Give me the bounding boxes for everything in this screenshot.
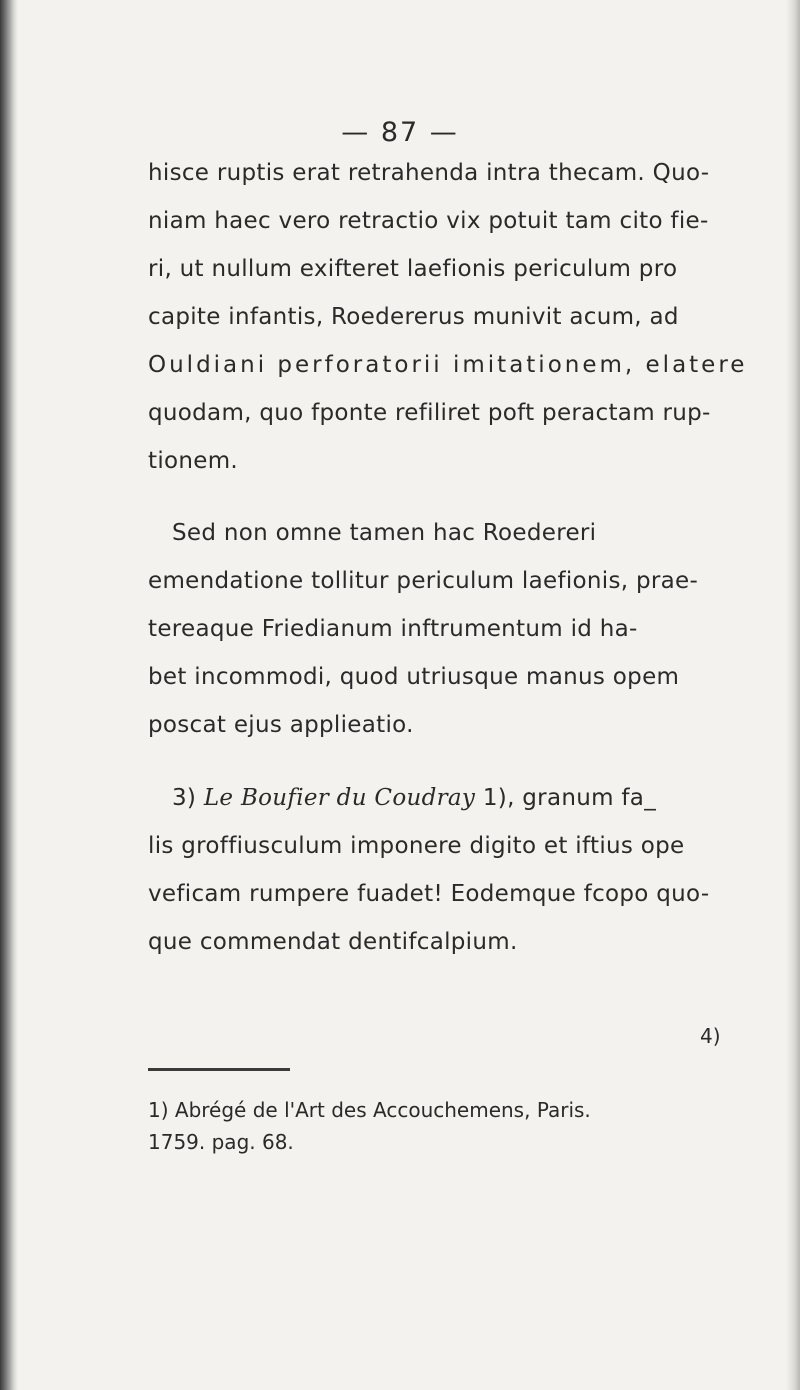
text-fragment: , granum fa_ xyxy=(507,785,656,811)
catchword: 4) xyxy=(700,1024,721,1048)
page-edge-shadow xyxy=(786,0,800,1390)
text-line: tionem. xyxy=(148,448,239,474)
text-line: quodam, quo fponte refiliret poft peractam rup- xyxy=(148,400,711,426)
text-line: Ouldiani perforatorii imitationem, elatere xyxy=(148,352,748,378)
footnote-marker: 1) xyxy=(148,1098,169,1122)
text-line: veficam rumpere fuadet! Eodemque fcopo quo- xyxy=(148,881,710,907)
text-line: Sed non omne tamen hac Roedereri xyxy=(172,520,597,546)
text-line: bet incommodi, quod utriusque manus opem xyxy=(148,664,680,690)
text-line: poscat ejus applieatio. xyxy=(148,712,414,738)
item-number: 3) xyxy=(172,785,197,811)
footnote-line xyxy=(148,1098,591,1122)
footnote-line: 1759. pag. 68. xyxy=(148,1130,294,1154)
text-line: ri, ut nullum exifteret laefionis periculum pro xyxy=(148,256,678,282)
footnote-reference: 1) xyxy=(482,785,508,811)
text-line: lis groffiusculum imponere digito et iftius ope xyxy=(148,833,685,859)
text-line: hisce ruptis erat retrahenda intra thecam. Quo- xyxy=(148,160,710,186)
text-line: tereaque Friedianum inftrumentum id ha- xyxy=(148,616,638,642)
text-line: capite infantis, Roedererus munivit acum, ad xyxy=(148,304,679,330)
footnote-rule xyxy=(148,1068,290,1071)
item-line xyxy=(172,785,772,811)
text-line: que commendat dentifcalpium. xyxy=(148,929,518,955)
page-number-header: — 87 — xyxy=(341,117,459,148)
page-gutter-shadow xyxy=(0,0,18,1390)
text-line: emendatione tollitur periculum laefionis, prae- xyxy=(148,568,699,594)
text-line: niam haec vero retractio vix potuit tam cito fie- xyxy=(148,208,709,234)
author-name: Le Boufier du Coudray xyxy=(203,785,476,811)
footnote-text: Abrégé de l'Art des Accouchemens, Paris. xyxy=(174,1098,591,1122)
